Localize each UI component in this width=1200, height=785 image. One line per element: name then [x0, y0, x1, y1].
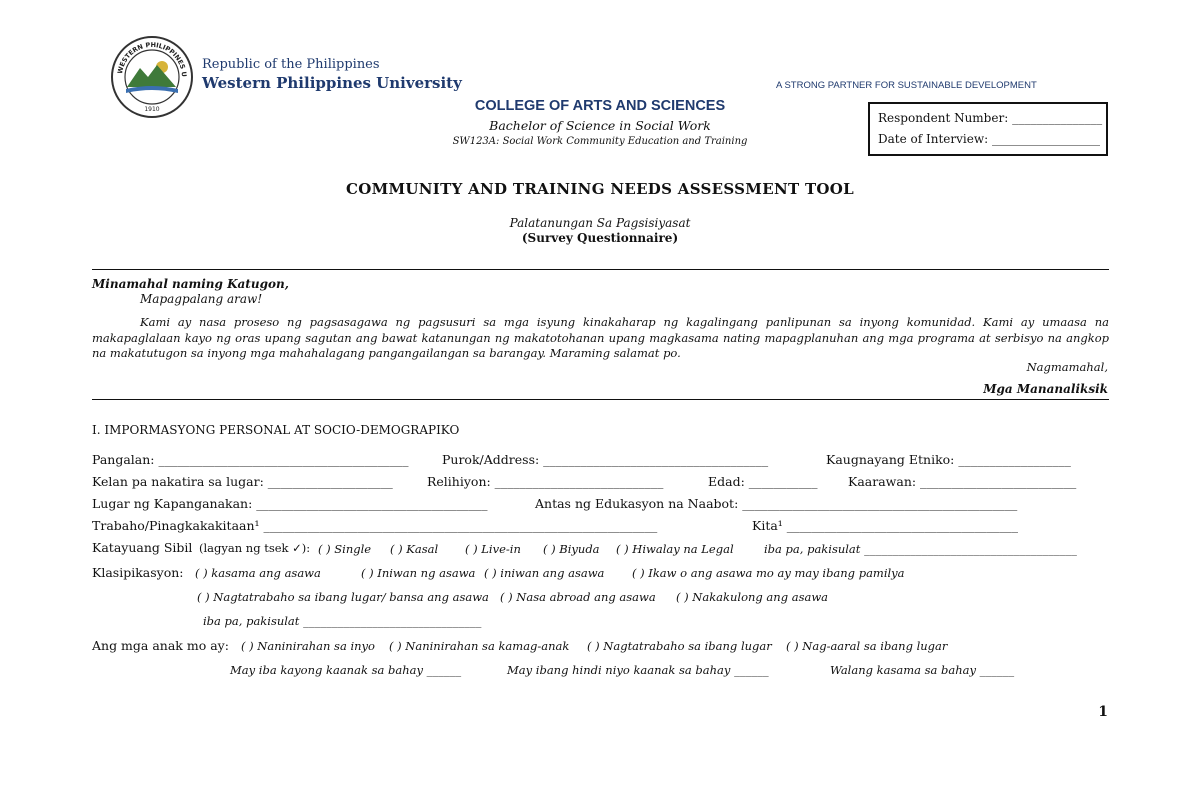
- divider-bottom: [92, 399, 1109, 400]
- non-relatives-field[interactable]: May ibang hindi niyo kaanak sa bahay ______: [507, 663, 769, 677]
- civil-option-kasal[interactable]: ( ) Kasal: [390, 542, 439, 556]
- class-option-iniwan-ng[interactable]: ( ) Iniwan ng asawa: [361, 566, 476, 580]
- children-option-inyo[interactable]: ( ) Naninirahan sa inyo: [241, 639, 375, 653]
- religion-field[interactable]: Relihiyon: ___________________________: [427, 474, 664, 489]
- children-label: Ang mga anak mo ay:: [92, 638, 229, 653]
- page-number: 1: [1098, 704, 1108, 720]
- relatives-field[interactable]: May iba kayong kaanak sa bahay ______: [230, 663, 462, 677]
- civil-option-biyuda[interactable]: ( ) Biyuda: [543, 542, 600, 556]
- letter-closing: Nagmamahal,: [1026, 360, 1108, 374]
- occupation-field[interactable]: Trabaho/Pinagkakakitaan¹ _______________________________________________________________: [92, 518, 658, 533]
- birthplace-field[interactable]: Lugar ng Kapanganakan: _____________________________________: [92, 496, 488, 511]
- program-name: Bachelor of Science in Social Work: [489, 118, 711, 133]
- class-option-nakakulong[interactable]: ( ) Nakakulong ang asawa: [676, 590, 829, 604]
- course-name: SW123A: Social Work Community Education and Training: [452, 136, 748, 147]
- respondent-box: [868, 102, 1108, 156]
- education-field[interactable]: Antas ng Edukasyon na Naabot: ____________________________________________: [535, 496, 1018, 511]
- address-field[interactable]: Purok/Address: ____________________________________: [442, 452, 769, 467]
- civil-option-single[interactable]: ( ) Single: [318, 542, 372, 556]
- letter-signer: Mga Mananaliksik: [983, 382, 1108, 396]
- page-subtitle: Palatanungan Sa Pagsisiyasat: [509, 216, 691, 230]
- civil-option-live-in[interactable]: ( ) Live-in: [465, 542, 521, 556]
- classification-label: Klasipikasyon:: [92, 565, 184, 580]
- children-option-nag-aaral[interactable]: ( ) Nag-aaral sa ibang lugar: [786, 639, 948, 653]
- respondent-number-field[interactable]: Respondent Number: _______________: [878, 111, 1103, 125]
- civil-other-field[interactable]: iba pa, pakisulat _____________________________________: [764, 542, 1077, 556]
- income-field[interactable]: Kita¹ _____________________________________: [752, 518, 1019, 533]
- residency-field[interactable]: Kelan pa nakatira sa lugar: ____________________: [92, 474, 393, 489]
- name-field[interactable]: Pangalan: ________________________________________: [92, 452, 409, 467]
- page-title: COMMUNITY AND TRAINING NEEDS ASSESSMENT TOOL: [345, 180, 854, 198]
- republic-text: Republic of the Philippines: [202, 57, 380, 72]
- civil-status-label: Katayuang Sibil: [92, 540, 193, 555]
- section-heading: I. IMPORMASYONG PERSONAL AT SOCIO-DEMOGRAPIKO: [92, 423, 460, 437]
- letter-greeting: Mapagpalang araw!: [140, 292, 263, 306]
- children-option-kamag-anak[interactable]: ( ) Naninirahan sa kamag-anak: [389, 639, 570, 653]
- divider-top: [92, 269, 1109, 270]
- birthday-field[interactable]: Kaarawan: _________________________: [848, 474, 1077, 489]
- ethnicity-field[interactable]: Kaugnayang Etniko: __________________: [826, 452, 1071, 467]
- class-option-kasama[interactable]: ( ) kasama ang asawa: [195, 566, 321, 580]
- seal-year: 1910: [144, 106, 160, 113]
- children-option-nagtatrabaho[interactable]: ( ) Nagtatrabaho sa ibang lugar: [587, 639, 772, 653]
- class-other-field[interactable]: iba pa, pakisulat _______________________________: [203, 614, 482, 628]
- seal-text: WESTERN PHILIPPINES U: [116, 40, 189, 78]
- page-subtitle-english: (Survey Questionnaire): [521, 231, 679, 245]
- civil-status-hint: (lagyan ng tsek ✓):: [199, 541, 311, 555]
- class-option-ibang-pamilya[interactable]: ( ) Ikaw o ang asawa mo ay may ibang pamilya: [632, 566, 905, 580]
- date-of-interview-field[interactable]: Date of Interview: __________________: [878, 132, 1100, 146]
- class-option-abroad[interactable]: ( ) Nasa abroad ang asawa: [500, 590, 656, 604]
- age-field[interactable]: Edad: ___________: [708, 474, 818, 489]
- class-option-iniwan-ang[interactable]: ( ) iniwan ang asawa: [484, 566, 605, 580]
- college-name: COLLEGE OF ARTS AND SCIENCES: [474, 98, 726, 114]
- civil-option-hiwalay[interactable]: ( ) Hiwalay na Legal: [616, 542, 734, 556]
- university-name: Western Philippines University: [202, 74, 462, 92]
- alone-field[interactable]: Walang kasama sa bahay ______: [830, 663, 1015, 677]
- letter-body: Kami ay nasa proseso ng pagsasagawa ng pagsusuri sa mga isyung kinakaharap ng kagalingang panlipunan sa inyong komunidad. Kami ay umaasa na makapaglalaan kayo ng oras upang sagutan ang bawat katanungan ng makatotohanan upang magkasama nating mapagplanuhan ang mga programa at serbisyo na angkop na makatutugon sa inyong mga mahahalagang pangangailangan sa barangay. Maraming salamat po.: [92, 315, 1109, 360]
- class-option-nagtatrabaho[interactable]: ( ) Nagtatrabaho sa ibang lugar/ bansa ang asawa: [197, 590, 489, 604]
- letter-salutation: Minamahal naming Katugon,: [92, 277, 289, 291]
- tagline: A STRONG PARTNER FOR SUSTAINABLE DEVELOPMENT: [776, 80, 1037, 91]
